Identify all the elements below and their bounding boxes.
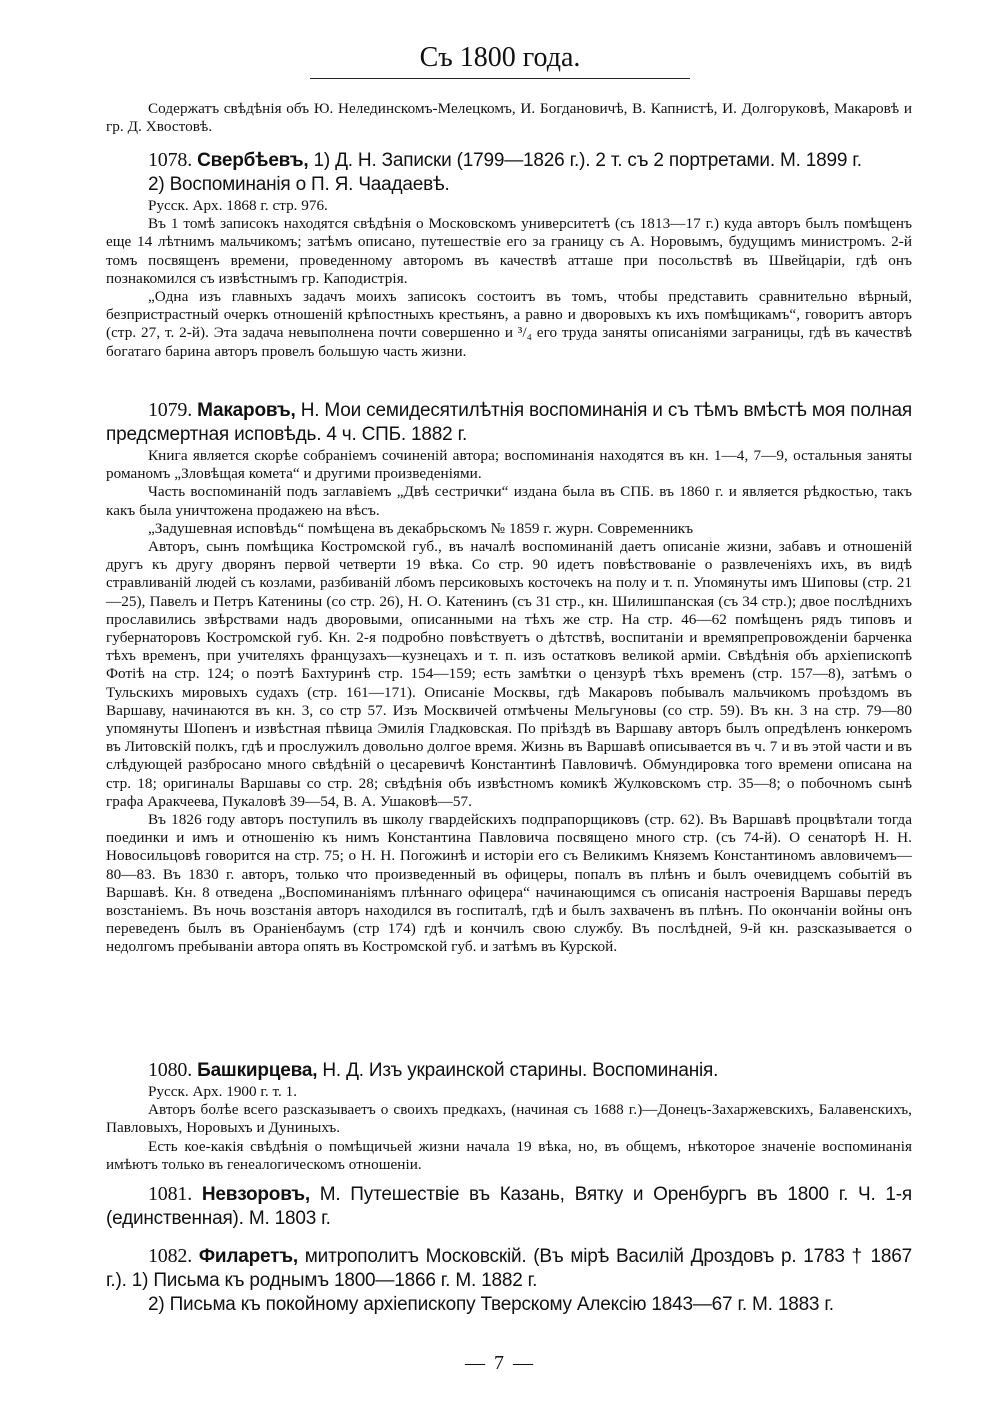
entry-title: 1) Д. Н. Записки (1799—1826 г.). 2 т. съ 2 портретами. М. 1899 г.	[313, 150, 862, 171]
entry-author: Филаретъ,	[198, 1246, 298, 1267]
entry-paragraph: „Одна изъ главныхъ задачъ моихъ записокъ состоитъ въ томъ, чтобы представить сравнительно вѣрный, безпристрастный очеркъ отношеній крѣпостныхъ крестьянъ, а равно и дворовыхъ къ ихъ помѣщикамъ“, говоритъ авторъ (стр. 27, т. 2-й). Эта задача невыполнена почти совершенно и ³/₄ его труда заняты описаніями заграницы, гдѣ въ качествѣ богатаго барина авторъ провелъ большую часть жизни.	[106, 288, 912, 360]
entry-title: Н. Д. Изъ украинской старины. Воспоминанія.	[322, 1060, 719, 1081]
entry-paragraph: Въ 1 томѣ записокъ находятся свѣдѣнія о Московскомъ университетѣ (съ 1813—17 г.) куда авторъ былъ помѣщенъ еще 14 лѣтнимъ мальчикомъ; затѣмъ описано, путешествіе его за границу съ А. Норовымъ, будущимъ министромъ. 2-й томъ посвященъ времени, проведенному авторомъ въ качествѣ атташе при посольствѣ въ Швейцаріи, гдѣ онъ познакомился съ извѣстнымъ гр. Каподистрія.	[106, 215, 912, 287]
entry-title: Н. Мои семидесятилѣтнія воспоминанія и съ тѣмъ вмѣстѣ моя полная предсмертная исповѣдь. 4 ч. СПБ. 1882 г.	[106, 400, 912, 445]
entry-number: 1082.	[148, 1245, 193, 1267]
entry-author: Макаровъ,	[197, 400, 296, 421]
entry-1080	[106, 1058, 912, 1174]
intro-text: Содержатъ свѣдѣнія объ Ю. Нелединскомъ-Мелецкомъ, И. Богдановичѣ, В. Капнистѣ, И. Долгоруковѣ, Макаровѣ и гр. Д. Хвостовѣ.	[106, 100, 912, 136]
entry-1082	[106, 1244, 912, 1317]
entry-author: Башкирцева,	[197, 1060, 318, 1081]
entry-heading	[106, 1244, 912, 1293]
intro-block	[106, 100, 912, 136]
entry-subtitle: 2) Письма къ покойному архіепископу Тверскому Алексію 1843—67 г. М. 1883 г.	[148, 1294, 834, 1315]
entry-title: митрополитъ Московскій. (Въ мірѣ Василій Дроздовъ р. 1783 † 1867 г.). 1) Письма къ роднымъ 1800—1866 г. М. 1882 г.	[106, 1246, 912, 1291]
entry-1079	[106, 398, 912, 957]
entry-title: М. Путешествіе въ Казань, Вятку и Оренбургъ въ 1800 г. Ч. 1-я (единственная). М. 1803 г.	[106, 1184, 912, 1229]
entry-number: 1081.	[148, 1183, 193, 1205]
entry-number: 1078.	[148, 149, 193, 171]
entry-number: 1080.	[148, 1059, 193, 1081]
entry-paragraph: Книга является скорѣе собраніемъ сочиненій автора; воспоминанія находятся въ кн. 1—4, 7—9, остальныя заняты романомъ „Зловѣщая комета“ и другими произведеніями.	[106, 447, 912, 483]
entry-paragraph: Авторъ болѣе всего разсказываетъ о своихъ предкахъ, (начиная съ 1688 г.)—Донецъ-Захаржевскихъ, Балавенскихъ, Павловыхъ, Норовыхъ и Дуниныхъ.	[106, 1101, 912, 1137]
entry-paragraph: Часть воспоминаній подъ заглавіемъ „Двѣ сестрички“ издана была въ СПБ. въ 1860 г. и является рѣдкостью, такъ какъ была уничтожена продажею на вѣсъ.	[106, 483, 912, 519]
page-header: Съ 1800 года.	[310, 40, 690, 79]
entry-paragraph: „Задушевная исповѣдь“ помѣщена въ декабрьскомъ № 1859 г. журн. Современникъ	[148, 519, 694, 537]
entry-paragraph: Есть кое-какія свѣдѣнія о помѣщичьей жизни начала 19 вѣка, но, въ общемъ, нѣкоторое значеніе воспоминанія имѣютъ только въ генеалогическомъ отношеніи.	[106, 1137, 912, 1173]
entry-heading	[106, 148, 912, 173]
entry-number: 1079.	[148, 399, 193, 421]
entry-heading	[106, 1182, 912, 1231]
entry-source: Русск. Арх. 1868 г. стр. 976.	[148, 197, 328, 214]
entry-author: Свербѣевъ,	[197, 150, 309, 171]
entry-source: Русск. Арх. 1900 г. т. 1.	[148, 1083, 298, 1100]
entry-heading	[106, 398, 912, 447]
entry-1081	[106, 1182, 912, 1231]
entry-author: Невзоровъ,	[201, 1184, 310, 1205]
entry-heading	[106, 1058, 912, 1083]
page-number: — 7 —	[465, 1352, 535, 1374]
entry-subtitle: 2) Воспоминанія о П. Я. Чаадаевѣ.	[148, 174, 450, 195]
entry-paragraph: Авторъ, сынъ помѣщика Костромской губ., въ началѣ воспоминаній даетъ описаніе жизни, забавъ и отношеній другъ къ другу дворянъ первой четверти 19 вѣка. Со стр. 90 идетъ повѣствованіе о развлеченіяхъ ихъ, въ видѣ стравливаній людей съ козлами, разбиваній лбомъ персиковыхъ косточекъ на полу и т. п. Упомянуты имъ Шиповы (стр. 21—25), Павелъ и Петръ Катенины (со стр. 26), Н. О. Катенинъ (съ 31 стр., кн. Шилишпанская (съ 34 стр.); двое послѣднихъ прославились звѣрствами надъ дворовыми, описанными на тѣхъ же стр. На стр. 46—62 помѣщенъ рядъ типовъ и губернаторовъ Костромской губ. Кн. 2-я подробно повѣствуетъ о дѣтствѣ, воспитаніи и времяпрепровожденіи барченка тѣхъ временъ, при учителяхъ французахъ—кузнецахъ и т. п. изъ остатковъ великой арміи. Свѣдѣнія объ архіепископѣ Фотіѣ на стр. 124; о поэтѣ Бахтуринѣ стр. 154—159; есть замѣтки о цензурѣ тѣхъ временъ (стр. 157—8), затѣмъ о Тульскихъ мировыхъ судахъ (стр. 161—171). Описаніе Москвы, гдѣ Макаровъ побывалъ мальчикомъ проѣздомъ въ Варшаву, начинаются въ кн. 3, со стр 57. Изъ Москвичей отмѣчены Мельгуновы (со стр. 59). Въ кн. 3 на стр. 79—80 упомянуты Шопенъ и извѣстная пѣвица Эмилія Гладковская. По пріѣздѣ въ Варшаву авторъ былъ опредѣленъ юнкеромъ въ Литовскій полкъ, гдѣ и прослужилъ довольно долгое время. Жизнь въ Варшавѣ описывается въ ч. 7 и въ этой части и въ слѣдующей разбросано много свѣдѣній о цесаревичѣ Константинѣ Павловичѣ. Обмундировка того времени описана на стр. 18; оригиналы Варшавы со стр. 28; свѣдѣнія объ извѣстномъ комикѣ Жулковскомъ стр. 35—8; о побочномъ сынѣ графа Аракчеева, Пукаловѣ 39—54, В. А. Ушаковѣ—57.	[106, 538, 912, 810]
entry-paragraph: Въ 1826 году авторъ поступилъ въ школу гвардейскихъ подпрапорщиковъ (стр. 62). Въ Варшавѣ процвѣтали тогда поединки и имъ и отношенію къ нимъ Константина Павловича посвящено много стр. (съ 74-й). О сенаторѣ Н. Н. Новосильцовѣ говорится на стр. 75; о Н. Н. Погожинѣ и исторіи его съ Великимъ Княземъ Константиномъ авловичемъ—80—83. Въ 1830 г. авторъ, только что произведенный въ офицеры, попалъ въ плѣнъ и былъ очевидцемъ событій въ Варшавѣ. Кн. 8 отведена „Воспоминаніямъ плѣннаго офицера“ начинающимся съ описанія настроенія Варшавы передъ возстаніемъ. Въ ночь возстанія авторъ находился въ госпиталѣ, гдѣ и былъ захваченъ въ плѣнъ. По окончаніи войны онъ переведенъ былъ въ Ораніенбаумъ (стр 174) гдѣ и кончилъ свою службу. Въ послѣдней, 9-й кн. разсказывается о недолгомъ пребываніи автора опять въ Костромской губ. и затѣмъ въ Курской.	[106, 811, 912, 956]
entry-1078	[106, 148, 912, 361]
